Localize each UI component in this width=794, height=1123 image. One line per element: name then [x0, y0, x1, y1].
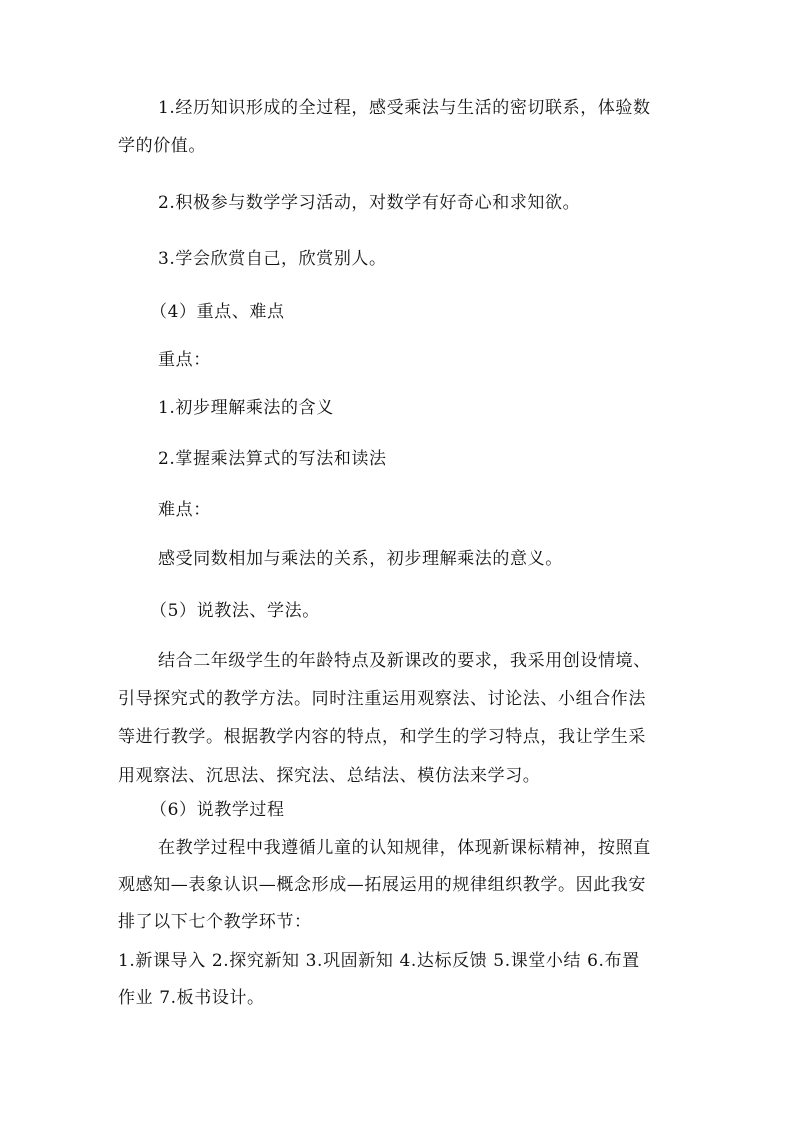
section-heading-methods: （5）说教法、学法。	[150, 601, 320, 621]
goal-item-2: 2.积极参与数学学习活动，对数学有好奇心和求知欲。	[158, 193, 581, 213]
focus-item-2: 2.掌握乘法算式的写法和读法	[158, 449, 387, 469]
process-line-2: 观感知—表象认识—概念形成—拓展运用的规律组织教学。因此我安	[118, 875, 646, 895]
goal-item-1-line-2: 学的价值。	[118, 136, 206, 156]
difficulty-text: 感受同数相加与乘法的关系，初步理解乘法的意义。	[158, 549, 563, 569]
process-line-5: 作业 7.板书设计。	[118, 988, 265, 1008]
section-heading-key-points: （4）重点、难点	[150, 302, 285, 322]
focus-item-1: 1.初步理解乘法的含义	[158, 398, 334, 418]
process-line-4: 1.新课导入 2.探究新知 3.巩固新知 4.达标反馈 5.课堂小结 6.布置	[118, 951, 640, 971]
methods-line-2: 引导探究式的教学方法。同时注重运用观察法、讨论法、小组合作法	[118, 689, 646, 709]
goal-item-3: 3.学会欣赏自己，欣赏别人。	[158, 249, 387, 269]
focus-label: 重点：	[158, 350, 211, 370]
process-line-3: 排了以下七个教学环节：	[118, 912, 312, 932]
section-heading-process: （6）说教学过程	[150, 800, 285, 820]
goal-item-1-line-1: 1.经历知识形成的全过程，感受乘法与生活的密切联系，体验数	[158, 98, 651, 118]
methods-line-3: 等进行教学。根据教学内容的特点，和学生的学习特点，我让学生采	[118, 727, 646, 747]
process-line-1: 在教学过程中我遵循儿童的认知规律，体现新课标精神，按照直	[158, 838, 651, 858]
methods-line-4: 用观察法、沉思法、探究法、总结法、模仿法来学习。	[118, 766, 541, 786]
difficulty-label: 难点：	[158, 500, 211, 520]
methods-line-1: 结合二年级学生的年龄特点及新课改的要求，我采用创设情境、	[158, 651, 651, 671]
